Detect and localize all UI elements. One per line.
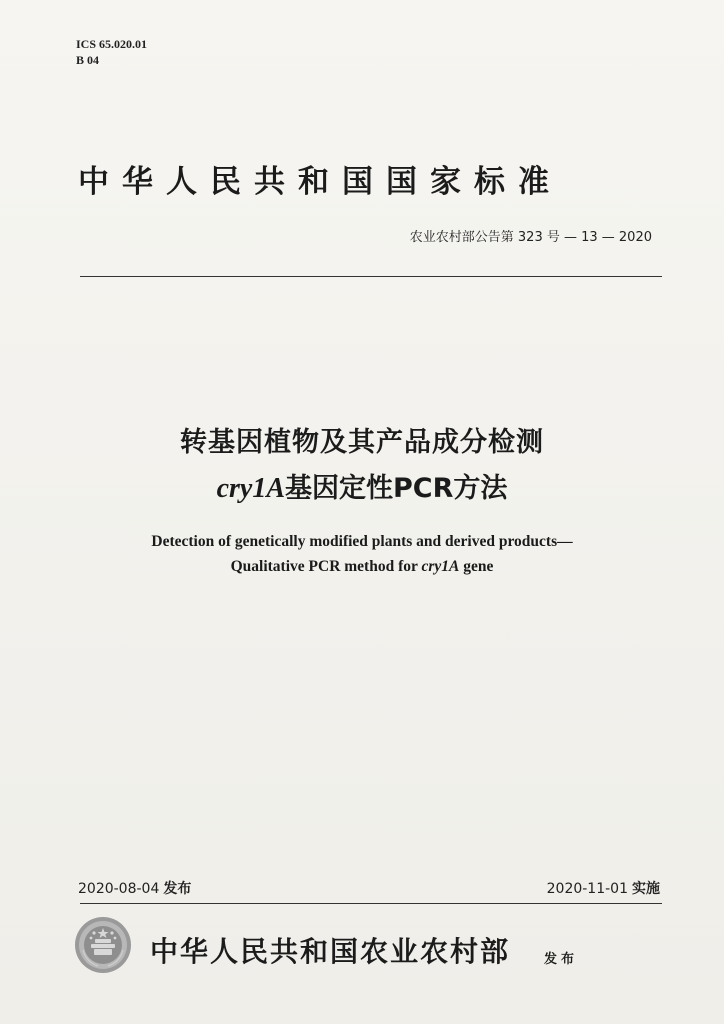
chinese-title-line2 [0,466,724,505]
ics-code: ICS 65.020.01 [76,37,148,51]
english-title-line2-suffix: gene [459,558,494,575]
implement-date [547,878,660,898]
implement-date-value: 2020-11-01 [546,881,628,897]
issuer-publish-label: 发布 [544,952,579,967]
english-title-line1: Detection of genetically modified plants and derived products— [151,533,573,550]
classification-codes [76,36,147,68]
footer-divider [80,903,662,904]
implement-label: 实施 [632,881,660,897]
publish-label: 发布 [163,881,192,897]
header-divider [80,276,662,277]
issuing-authority: 中华人民共和国农业农村部 [150,935,511,968]
national-emblem-icon [74,916,132,974]
standard-type-title: 中华人民共和国国家标准 [78,164,562,200]
standard-number: 农业农村部公告第 323 号 — 13 — 2020 [409,230,652,245]
publish-date-value: 2020-08-04 [78,881,160,897]
publish-date [78,878,191,898]
chinese-title-line2-rest: 基因定性PCR方法 [285,473,508,504]
chinese-title-line1: 转基因植物及其产品成分检测 [180,427,544,458]
english-title-line2 [0,558,724,576]
gene-name: cry1A [216,473,286,504]
classification-code: B 04 [76,53,100,67]
english-gene-name: cry1A [421,558,460,575]
english-title-line2-prefix: Qualitative PCR method for [230,558,422,575]
